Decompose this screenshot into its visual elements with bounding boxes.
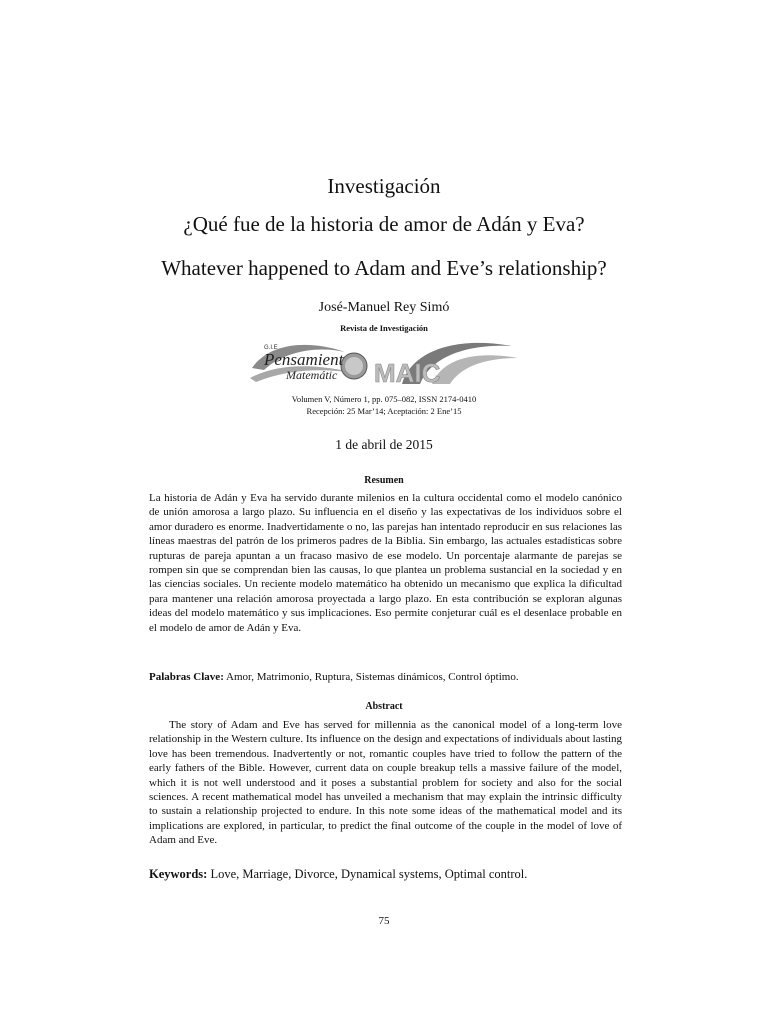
palabras-clave-label: Palabras Clave: (149, 671, 224, 683)
section-title: Investigación (327, 174, 441, 198)
journal-logos (250, 336, 520, 386)
maic-logo (372, 336, 520, 386)
pensamiento-matematico-logo (250, 338, 370, 384)
title-spanish: ¿Qué fue de la historia de amor de Adán y Eva? (183, 212, 585, 236)
svg-text:Matemátic: Matemátic (286, 368, 338, 382)
volume-info: Volumen V, Número 1, pp. 075–082, ISSN 2174-0410 (291, 394, 477, 404)
keywords (149, 866, 622, 882)
abstract-body: The story of Adam and Eve has served for millennia as the canonical model of a long-term love relationship in the Western culture. Its influence on the design and expectations of individuals about lasting love has been tremendous. Inadvertently or not, romantic couples have tried to follow the pattern of the early fathers of the Bible. However, current data on couple breakup tells a massive failure of the model, which it is not well understood and it poses a substantial problem for society and also for the social sciences. A recent mathematical model has unveiled a mechanism that may explain the intrinsic difficulty to sustain a relationship projected to endure. In this note some ideas of the mathematical model and its implications are explored, in particular, to predict the final outcome of the couple in the model of love of Adam and Eve. (149, 719, 622, 847)
abstract-heading: Abstract (365, 701, 403, 712)
palabras-clave (149, 670, 622, 684)
palabras-clave-list: Amor, Matrimonio, Ruptura, Sistemas dinámicos, Control óptimo. (223, 671, 519, 683)
publication-date: 1 de abril de 2015 (335, 437, 433, 452)
svg-text:G.I.E: G.I.E (264, 345, 278, 351)
page-number: 75 (378, 915, 390, 927)
journal-name: Revista de Investigación (340, 323, 428, 333)
keywords-label: Keywords: (149, 867, 208, 881)
keywords-list: Love, Marriage, Divorce, Dynamical systems, Optimal control. (207, 867, 528, 881)
author-name: José-Manuel Rey Simó (318, 300, 450, 315)
svg-text:MAIC: MAIC (374, 358, 441, 386)
dates-info: Recepción: 25 Mar’14; Aceptación: 2 Ene’15 (306, 406, 462, 416)
resumen-heading: Resumen (364, 475, 404, 486)
resumen-body: La historia de Adán y Eva ha servido durante milenios en la cultura occidental como el modelo canónico de unión amorosa a largo plazo. Su influencia en el diseño y las expectativas de los individuos sobre el amor duradero es enorme. Inadvertidamente o no, las parejas han intentado reproducir en sus relaciones las líneas maestras del patrón de los primeros padres de la Biblia. Sin embargo, las actuales estadísticas sobre rupturas de pareja apuntan a un fracaso masivo de ese modelo. Un porcentaje alarmante de parejas se rompen sin que se comprendan bien las causas, lo que plantea un problema sustancial en la sociedad y en las ciencias sociales. Un reciente modelo matemático ha obtenido un mecanismo que explica la dificultad para mantener una relación amorosa proyectada a largo plazo. En esta contribución se exploran algunas ideas del modelo matemático y sus implicaciones. Eso permite conjeturar cuál es el desenlace probable en el modelo de amor de Adán y Eva. (149, 492, 622, 634)
title-english: Whatever happened to Adam and Eve’s relationship? (161, 256, 607, 280)
svg-text:Pensamient: Pensamient (264, 350, 344, 369)
